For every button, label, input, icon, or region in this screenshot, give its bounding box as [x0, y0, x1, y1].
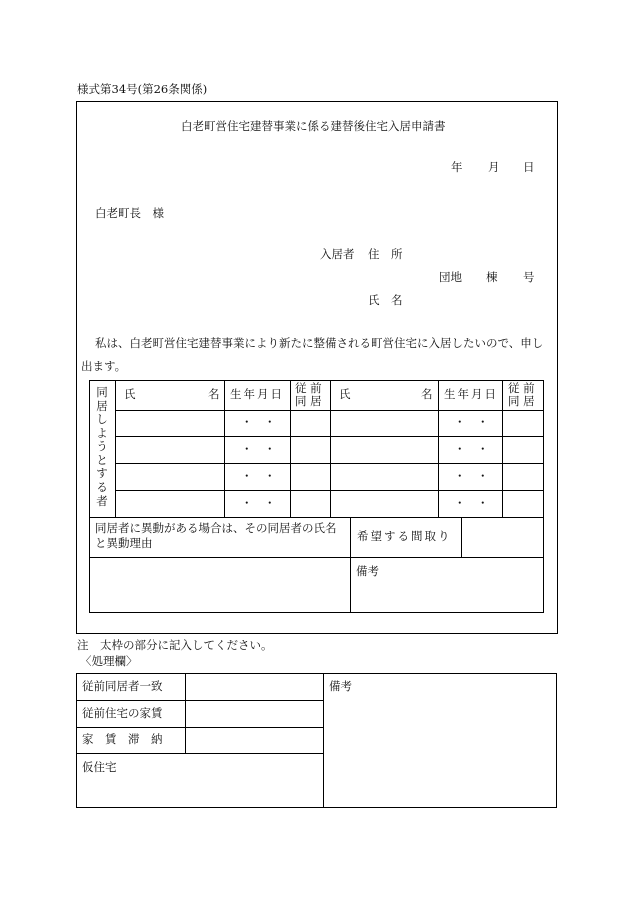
col-name-mei-right: 名: [421, 387, 433, 401]
processing-remarks: 備考: [329, 679, 352, 693]
body-text-line1: 私は、白老町営住宅建替事業により新たに整備される町営住宅に入居したいので、申し: [95, 336, 544, 350]
form-number: 様式第34号(第26条関係): [77, 82, 208, 96]
birth-dots: ・ ・: [241, 496, 276, 510]
birth-dots: ・ ・: [241, 442, 276, 456]
body-text-line2: 出ます。: [81, 359, 127, 373]
birth-dots: ・ ・: [241, 415, 276, 429]
col-name-shi-left: 氏: [124, 387, 136, 401]
addressee: 白老町長 様: [95, 206, 164, 220]
name-label: 氏 名: [368, 293, 403, 307]
address-label: 住 所: [368, 247, 403, 261]
change-reason-label-2: と異動理由: [95, 536, 153, 550]
cohabitant-side-label: 同 居 し よ う と す る 者: [96, 385, 108, 508]
col-prev-right-2: 同 居: [508, 394, 535, 408]
birth-dots: ・ ・: [241, 469, 276, 483]
danchi-label: 団地: [439, 270, 462, 284]
desired-layout-label: 希望する間取り: [357, 529, 452, 543]
col-name-shi-right: 氏: [339, 387, 351, 401]
birth-dots: ・ ・: [454, 415, 489, 429]
col-prev-left-1: 従 前: [295, 381, 322, 395]
to-label: 棟: [486, 270, 498, 284]
col-prev-left-2: 同 居: [295, 394, 322, 408]
remarks-label: 備考: [356, 564, 379, 578]
date-year: 年: [451, 160, 463, 174]
col-birth-left: 生年月日: [230, 387, 284, 401]
date-month: 月: [488, 160, 500, 174]
note: 注 太枠の部分に記入してください。: [77, 638, 273, 652]
birth-dots: ・ ・: [454, 442, 489, 456]
prev-cohabitant-match: 従前同居者一致: [82, 679, 163, 693]
col-prev-right-1: 従 前: [508, 381, 535, 395]
col-name-mei-left: 名: [208, 387, 220, 401]
rent-arrears: 家 賃 滞 納: [82, 732, 163, 746]
application-frame: [76, 101, 558, 634]
col-birth-right: 生年月日: [444, 387, 498, 401]
prev-rent: 従前住宅の家賃: [82, 706, 163, 720]
processing-title: 〈処理欄〉: [80, 654, 138, 668]
form-title: 白老町営住宅建替事業に係る建替後住宅入居申請書: [181, 119, 446, 133]
go-label: 号: [523, 270, 535, 284]
date-day: 日: [523, 160, 535, 174]
applicant-role: 入居者: [320, 247, 355, 261]
change-reason-label-1: 同居者に異動がある場合は、その同居者の氏名: [95, 521, 337, 535]
temporary-housing: 仮住宅: [82, 760, 117, 774]
birth-dots: ・ ・: [454, 496, 489, 510]
birth-dots: ・ ・: [454, 469, 489, 483]
